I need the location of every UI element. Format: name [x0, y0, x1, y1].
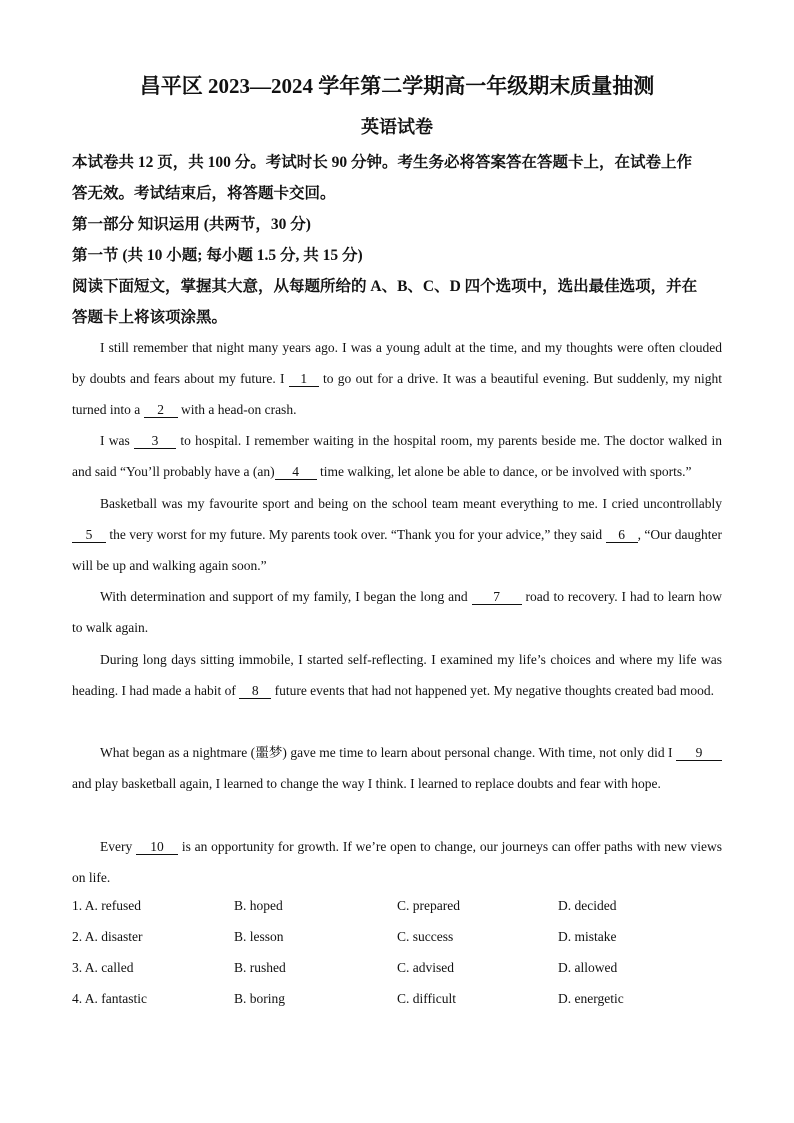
directions-line-1: 阅读下面短文，掌握其大意，从每题所给的 A、B、C、D 四个选项中，选出最佳选项，并在: [72, 278, 698, 295]
passage-text: I still remember that night many years ago. I was a young adult at the time, and my thoughts were often clouded by doubts and fears about my future. I: [72, 340, 722, 387]
passage-text: What began as a nightmare (噩梦) gave me time to learn about personal change. With time, not only did I: [100, 745, 676, 760]
passage-text: Every: [100, 839, 137, 854]
passage-text: is an opportunity for growth. If we’re open to change, our journeys can offer paths with new views on life.: [72, 839, 723, 886]
section-heading: 第一节 (共 10 小题; 每小题 1.5 分, 共 15 分): [72, 247, 363, 264]
answer-option: 3. A. called: [72, 960, 134, 975]
answer-option: D. decided: [558, 898, 617, 913]
exam-title: 昌平区 2023—2024 学年第二学期高一年级期末质量抽测: [139, 74, 655, 98]
answer-option: B. rushed: [234, 960, 286, 975]
passage-text: the very worst for my future. My parents took over. “Thank you for your advice,” they said: [106, 527, 606, 543]
blank-1: 1: [289, 371, 319, 387]
answer-option: D. allowed: [558, 960, 618, 975]
passage-text: During long days sitting immobile, I started self-reflecting. I examined my life’s choices and where my life was heading. I had made a habit of: [72, 652, 722, 699]
passage-paragraph: [72, 581, 722, 643]
part-heading: 第一部分 知识运用 (共两节，30 分): [72, 216, 311, 233]
passage-text: and play basketball again, I learned to change the way I think. I learned to replace doubts and fear with hope.: [72, 776, 661, 792]
passage-paragraph: [72, 488, 722, 582]
blank-9: 9: [676, 745, 722, 761]
question-row: [72, 898, 722, 918]
exam-subject: 英语试卷: [361, 117, 433, 137]
passage-text: time walking, let alone be able to dance, or be involved with sports.”: [316, 464, 692, 480]
directions-line-2: 答题卡上将该项涂黑。: [72, 309, 228, 326]
passage-text: , “Our daughter will be up and walking again soon.”: [72, 527, 722, 574]
instructions-line-2: 答无效。考试结束后，将答题卡交回。: [72, 185, 336, 202]
passage-text: to go out for a drive. It was a beautiful evening. But suddenly, my night turned into a: [72, 371, 722, 418]
answer-option: C. advised: [397, 960, 454, 975]
blank-2: 2: [144, 402, 178, 418]
answer-option: 1. A. refused: [72, 898, 141, 913]
answer-option: B. hoped: [234, 898, 283, 913]
passage-paragraph: [72, 737, 722, 799]
answer-option: C. difficult: [397, 991, 456, 1006]
blank-3: 3: [134, 433, 176, 449]
passage-text: to hospital. I remember waiting in the hospital room, my parents beside me. The doctor walked in and said “You’ll probably have a (an): [72, 433, 722, 480]
question-row: [72, 960, 722, 980]
passage-text: road to recovery. I had to learn how to walk again.: [72, 589, 722, 636]
passage-paragraph: [72, 425, 722, 487]
instructions-line-1: 本试卷共 12 页，共 100 分。考试时长 90 分钟。考生务必将答案答在答题卡上，在试卷上作: [72, 154, 693, 171]
answer-option: D. mistake: [558, 929, 617, 944]
answer-option: B. lesson: [234, 929, 284, 944]
blank-5: 5: [72, 527, 106, 543]
answer-option: C. success: [397, 929, 454, 944]
passage-text: With determination and support of my family, I began the long and: [100, 589, 472, 604]
question-row: [72, 991, 722, 1011]
blank-10: 10: [136, 839, 178, 855]
question-row: [72, 929, 722, 949]
passage-text: with a head-on crash.: [177, 402, 297, 418]
blank-4: 4: [275, 464, 317, 480]
passage-paragraph: [72, 831, 722, 893]
passage-paragraph: [72, 332, 722, 426]
answer-option: 2. A. disaster: [72, 929, 143, 944]
answer-option: 4. A. fantastic: [72, 991, 147, 1006]
passage-paragraph: [72, 644, 722, 706]
answer-option: C. prepared: [397, 898, 460, 913]
blank-6: 6: [606, 527, 638, 543]
blank-7: 7: [472, 589, 522, 605]
answer-option: D. energetic: [558, 991, 624, 1006]
answer-option: B. boring: [234, 991, 286, 1006]
passage-text: future events that had not happened yet. My negative thoughts created bad mood.: [271, 683, 714, 699]
passage-text: I was: [100, 433, 135, 448]
passage-text: Basketball was my favourite sport and being on the school team meant everything to me. I cried uncontrollably: [100, 496, 722, 511]
blank-8: 8: [239, 683, 271, 699]
